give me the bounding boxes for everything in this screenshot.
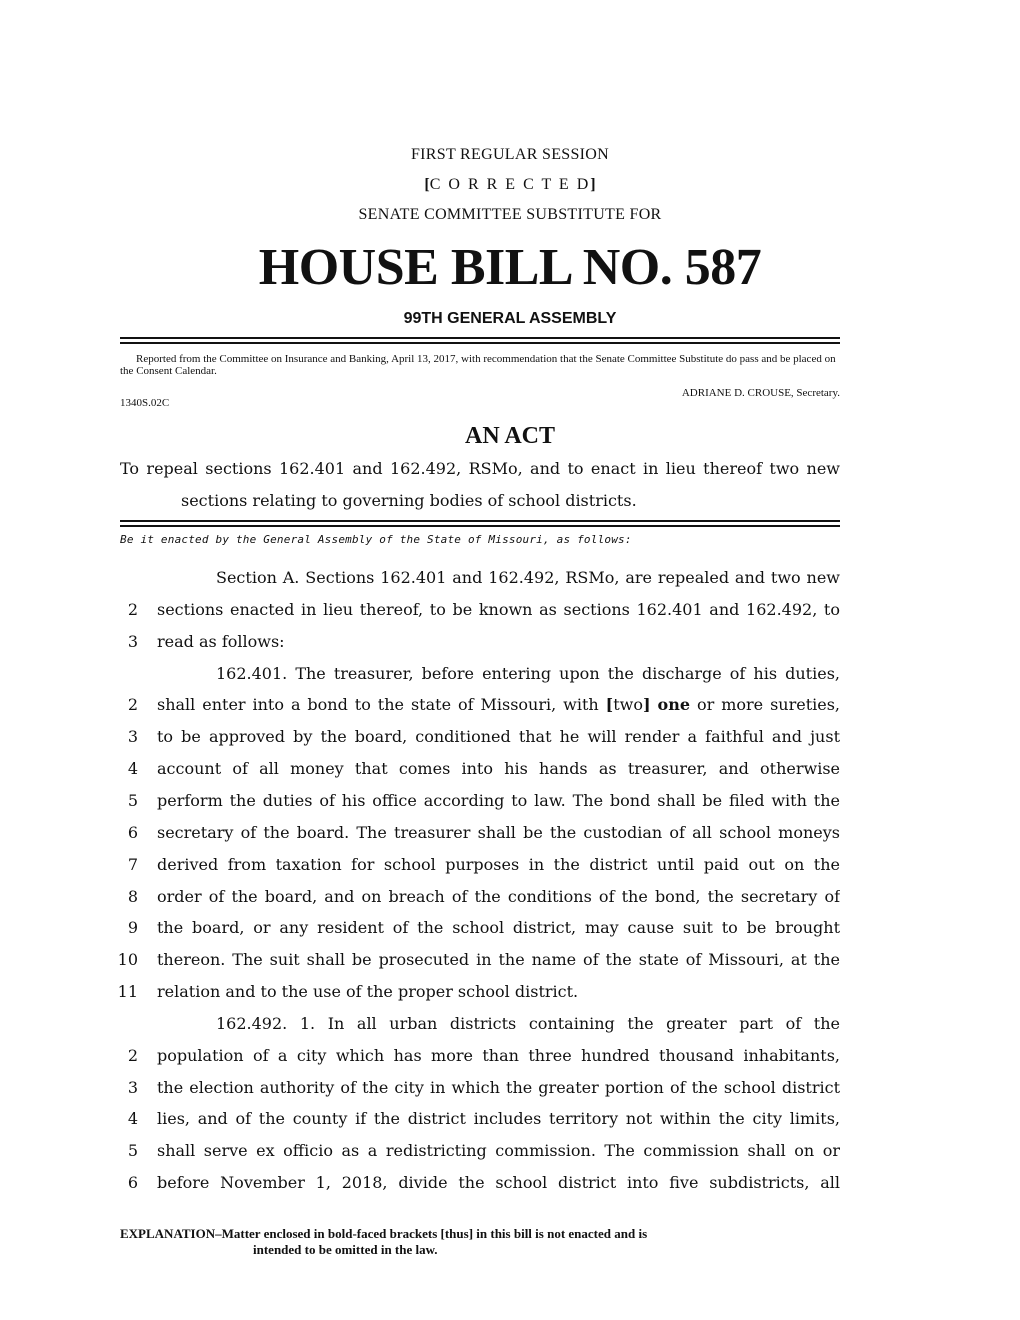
corrected-label	[0, 176, 1020, 194]
title-rule-top	[120, 520, 840, 522]
session-label: FIRST REGULAR SESSION	[410, 146, 610, 163]
line-text: derived from taxation for school purposes in the district until paid out on the	[157, 855, 840, 874]
line-fragment: or more sureties,	[690, 695, 840, 714]
line-text: the election authority of the city in which the greater portion of the school district	[157, 1078, 840, 1097]
lr-code: 1340S.02C	[120, 397, 170, 409]
space	[651, 695, 658, 714]
line-text: thereon. The suit shall be prosecuted in the name of the state of Missouri, at the	[157, 950, 840, 969]
section-162-492-line	[0, 1078, 1020, 1110]
header-rule-top	[120, 337, 840, 339]
committee-report-note: Reported from the Committee on Insurance and Banking, April 13, 2017, with recommendation that the Senate Committee Substitute do pass and be placed on the Consent Calendar.	[120, 353, 836, 377]
secretary-signature: ADRIANE D. CROUSE, Secretary.	[681, 387, 840, 399]
line-text: secretary of the board. The treasurer shall be the custodian of all school moneys	[157, 823, 840, 842]
line-text: relation and to the use of the proper school district.	[157, 982, 579, 1001]
line-number: 8	[127, 887, 138, 906]
line-number: 6	[127, 823, 138, 842]
line-number: 10	[117, 950, 138, 969]
line-text: to be approved by the board, conditioned that he will render a faithful and just	[157, 727, 840, 746]
line-number: 3	[127, 727, 138, 746]
line-fragment: shall enter into a bond to the state of Missouri, with	[157, 695, 606, 714]
line-number: 2	[127, 600, 138, 619]
section-162-492-line	[0, 1109, 1020, 1141]
line-text	[157, 695, 840, 714]
bill-number-title: HOUSE BILL NO. 587	[258, 239, 762, 296]
general-assembly-label: 99TH GENERAL ASSEMBLY	[403, 310, 617, 327]
line-number: 7	[127, 855, 138, 874]
line-number: 3	[127, 632, 138, 651]
corrected-close-bracket: ]	[590, 176, 596, 193]
line-number: 5	[127, 791, 138, 810]
line-number: 9	[127, 918, 138, 937]
an-act-heading: AN ACT	[464, 423, 555, 449]
line-number: 2	[127, 695, 138, 714]
substitute-label: SENATE COMMITTEE SUBSTITUTE FOR	[358, 206, 662, 223]
line-text: account of all money that comes into his hands as treasurer, and otherwise	[157, 759, 840, 778]
section-162-401-line	[0, 759, 1020, 791]
corrected-text: C O R R E C T E D	[429, 176, 591, 193]
line-text: before November 1, 2018, divide the school district into five subdistricts, all	[157, 1173, 840, 1192]
act-title-line-1: To repeal sections 162.401 and 162.492, RSMo, and to enact in lieu thereof two new	[120, 459, 840, 478]
line-number: 4	[127, 759, 138, 778]
header-rule-bottom	[120, 342, 840, 344]
section-162-401-line	[0, 664, 1020, 696]
line-text: sections enacted in lieu thereof, to be known as sections 162.401 and 162.492, to	[157, 600, 840, 619]
section-162-401-line	[0, 823, 1020, 855]
deletion-bracket: ]	[643, 695, 651, 714]
line-number: 2	[127, 1046, 138, 1065]
line-text: the board, or any resident of the school district, may cause suit to be brought	[157, 918, 840, 937]
line-text: read as follows:	[157, 632, 285, 651]
deletion-bracket: [	[605, 695, 614, 714]
section-162-492-line	[0, 1014, 1020, 1046]
line-text: 162.492. 1. In all urban districts containing the greater part of the	[216, 1014, 840, 1033]
deleted-text: two	[613, 695, 643, 714]
line-text: population of a city which has more than three hundred thousand inhabitants,	[157, 1046, 840, 1065]
line-number: 3	[127, 1078, 138, 1097]
section-162-401-line	[0, 982, 1020, 1014]
line-number: 6	[127, 1173, 138, 1192]
line-text: shall serve ex officio as a redistricting commission. The commission shall on or	[157, 1141, 840, 1160]
line-text: Section A. Sections 162.401 and 162.492, RSMo, are repealed and two new	[216, 568, 840, 587]
line-text: lies, and of the county if the district includes territory not within the city limits,	[157, 1109, 840, 1128]
explanation-note	[120, 1226, 840, 1258]
line-text: order of the board, and on breach of the conditions of the bond, the secretary of	[157, 887, 840, 906]
section-162-492-line	[0, 1141, 1020, 1173]
section-a-line	[0, 600, 1020, 632]
section-162-492-line	[0, 1046, 1020, 1078]
act-title-line-2: sections relating to governing bodies of school districts.	[181, 491, 637, 510]
section-162-401-line	[0, 727, 1020, 759]
section-162-401-line	[0, 950, 1020, 982]
section-a-line	[0, 632, 1020, 664]
line-number: 4	[127, 1109, 138, 1128]
section-a-line	[0, 568, 1020, 600]
enacting-clause: Be it enacted by the General Assembly of the State of Missouri, as follows:	[120, 533, 632, 546]
section-162-401-line	[0, 695, 1020, 727]
section-162-401-line	[0, 918, 1020, 950]
section-162-492-line	[0, 1173, 1020, 1205]
line-number: 11	[117, 982, 138, 1001]
line-text: perform the duties of his office according to law. The bond shall be filed with the	[157, 791, 840, 810]
explanation-line-2: intended to be omitted in the law.	[253, 1242, 438, 1257]
section-162-401-line	[0, 855, 1020, 887]
section-162-401-line	[0, 791, 1020, 823]
title-rule-bottom	[120, 525, 840, 527]
line-number: 5	[127, 1141, 138, 1160]
corrected-open-bracket: [	[424, 176, 430, 193]
line-text: 162.401. The treasurer, before entering upon the discharge of his duties,	[216, 664, 840, 683]
section-162-401-line	[0, 887, 1020, 919]
explanation-line-1: EXPLANATION–Matter enclosed in bold-faced brackets [thus] in this bill is not enacted and is	[120, 1226, 648, 1241]
inserted-text: one	[657, 695, 691, 714]
